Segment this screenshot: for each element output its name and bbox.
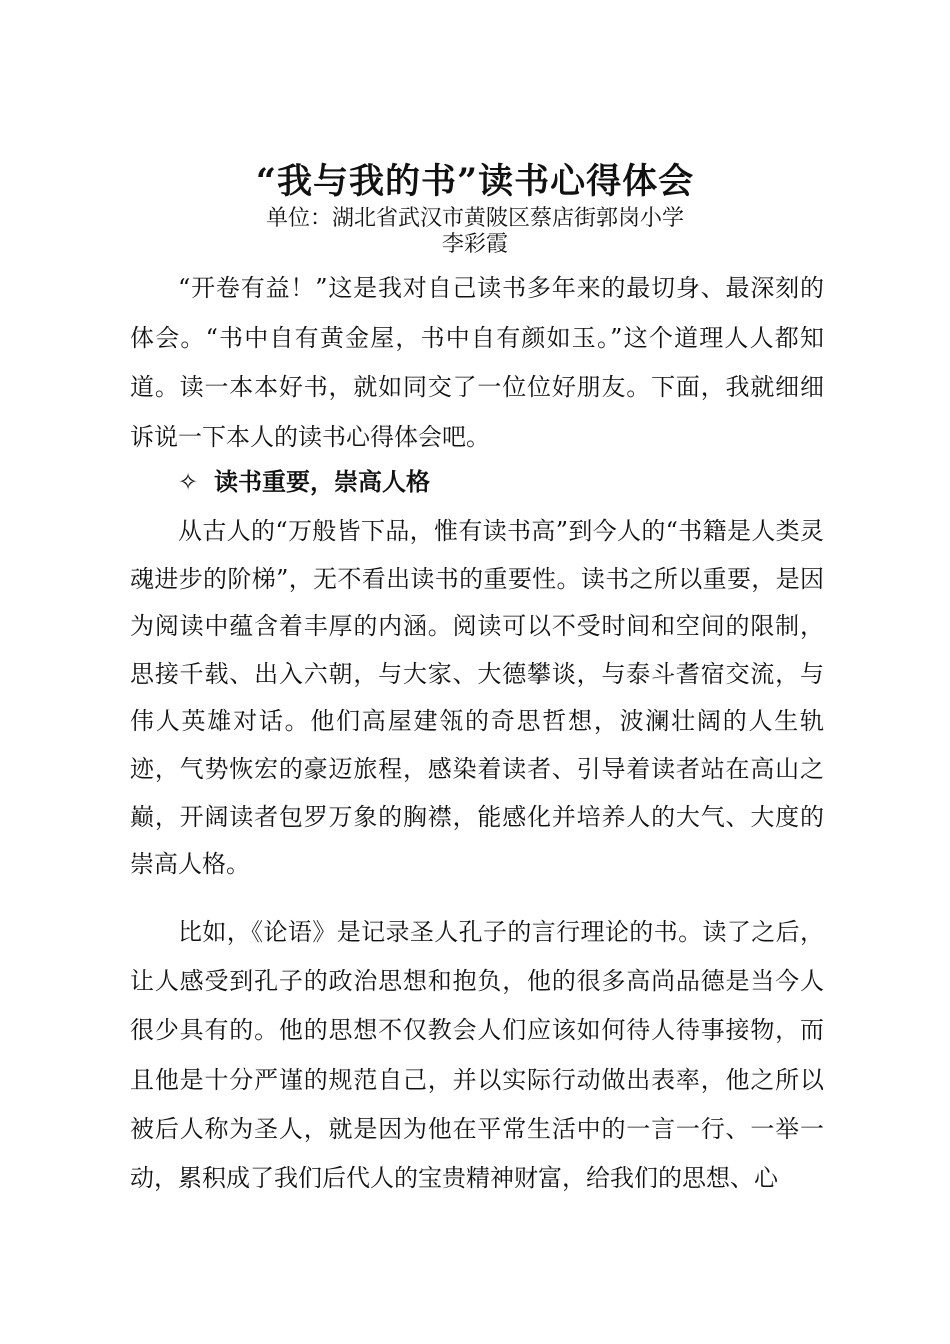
paragraph-example: 比如，《论语》是记录圣人孔子的言行理论的书。读了之后，让人感受到孔子的政治思想和抱负，他的很多高尚品德是当今人很少具有的。他的思想不仅教会人们应该如何待人待事接物，而且他是十分严谨的规范自己，并以实际行动做出表率，他之所以被后人称为圣人，就是因为他在平常生活中的一言一行、一举一动，累积成了我们后代人的宝贵精神财富，给我们的思想、心: [130, 918, 824, 1193]
paragraph-intro: “开卷有益！”这是我对自己读书多年来的最切身、最深刻的体会。“书中自有黄金屋，书中自有颜如玉。”这个道理人人都知道。读一本本好书，就如同交了一位位好朋友。下面，我就细细诉说一下本人的读书心得体会吧。: [130, 274, 824, 451]
author-name: 李彩霞: [441, 232, 508, 257]
diamond-bullet-icon: ✧: [178, 468, 199, 496]
document-title: “我与我的书”读书心得体会: [255, 161, 695, 202]
paragraph-importance: 从古人的“万般皆下品，惟有读书高”到今人的“书籍是人类灵魂进步的阶梯”，无不看出读书的重要性。读书之所以重要，是因为阅读中蕴含着丰厚的内涵。阅读可以不受时间和空间的限制，思接千载、出入六朝，与大家、大德攀谈，与泰斗耆宿交流，与伟人英雄对话。他们高屋建瓴的奇思哲想，波澜壮阔的人生轨迹，气势恢宏的豪迈旅程，感染着读者、引导着读者站在高山之巅，开阔读者包罗万象的胸襟，能感化并培养人的大气、大度的崇高人格。: [130, 517, 824, 879]
section-heading-text: 读书重要，崇高人格: [214, 467, 430, 496]
section-heading: [178, 462, 430, 502]
author-unit: 单位：湖北省武汉市黄陂区蔡店街郭岗小学: [265, 206, 684, 231]
